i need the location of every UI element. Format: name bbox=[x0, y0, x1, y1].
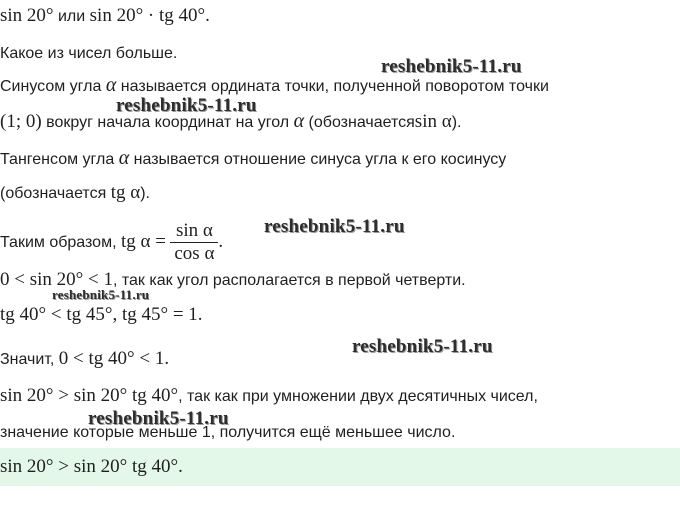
tg-definition-line1 bbox=[0, 146, 506, 172]
formula-lead: Таким образом, bbox=[0, 234, 117, 251]
watermark: reshebnik5-11.ru bbox=[52, 287, 150, 302]
compare-math: sin 20° > sin 20° tg 40° bbox=[0, 385, 179, 406]
watermark: reshebnik5-11.ru bbox=[116, 95, 257, 116]
watermark: reshebnik5-11.ru bbox=[264, 216, 405, 237]
title-line bbox=[0, 4, 210, 29]
question-text: Какое из чисел больше. bbox=[0, 45, 178, 62]
tg-formula-line bbox=[0, 218, 223, 267]
expr-sin20-tg40: sin 20° · tg 40°. bbox=[89, 5, 210, 26]
fraction-denominator: cos α bbox=[170, 242, 218, 265]
compare-line2: значение которые меньше 1, получится ещё меньшее число. bbox=[0, 424, 456, 441]
tg-alpha: tg α bbox=[110, 182, 141, 203]
tg-def-part1: Тангенсом угла bbox=[0, 151, 115, 168]
point-coords: (1; 0) bbox=[0, 111, 42, 132]
alpha-symbol: α bbox=[118, 147, 130, 169]
compare-line1 bbox=[0, 384, 538, 409]
word-ili: или bbox=[57, 8, 86, 25]
sin-def-close: ). bbox=[451, 114, 462, 131]
znachit-lead: Значит, bbox=[0, 351, 55, 368]
formula-end: . bbox=[218, 231, 224, 252]
expr-sin20: sin 20° bbox=[0, 5, 54, 26]
tg-definition-line2 bbox=[0, 181, 150, 206]
compare-text1: , так как при умножении двух десятичных чисел, bbox=[178, 388, 538, 405]
tg-def-close: ). bbox=[140, 185, 150, 202]
znachit-line bbox=[0, 347, 169, 372]
sin-alpha: sin α bbox=[414, 111, 452, 132]
watermark: reshebnik5-11.ru bbox=[88, 408, 229, 429]
ineq-sin20-math: 0 < sin 20° < 1 bbox=[0, 269, 113, 290]
watermark: reshebnik5-11.ru bbox=[352, 336, 493, 357]
tg-def-part3: (обозначается bbox=[0, 185, 107, 202]
formula-lhs: tg α = bbox=[120, 231, 166, 252]
sin-def-part3: вокруг начала координат на угол bbox=[46, 114, 290, 131]
alpha-symbol: α bbox=[105, 74, 117, 96]
fraction-numerator: sin α bbox=[175, 220, 213, 242]
ineq-tg-math: tg 40° < tg 45°, tg 45° = 1. bbox=[0, 304, 203, 325]
ineq-tg bbox=[0, 303, 203, 328]
watermark: reshebnik5-11.ru bbox=[381, 56, 522, 77]
znachit-math: 0 < tg 40° < 1. bbox=[58, 348, 170, 369]
answer-line bbox=[0, 455, 183, 480]
ineq-sin20-text: , так как угол располагается в первой четверти. bbox=[112, 272, 466, 289]
tg-def-part2: называется отношение синуса угла к его косинусу bbox=[133, 151, 507, 168]
sin-def-part2: называется ордината точки, полученной поворотом точки bbox=[120, 78, 549, 95]
formula-fraction bbox=[170, 220, 218, 265]
sin-def-part1: Синусом угла bbox=[0, 78, 102, 95]
sin-def-part4: (обозначается bbox=[308, 114, 415, 131]
answer-math: sin 20° > sin 20° tg 40°. bbox=[0, 456, 183, 477]
alpha-symbol: α bbox=[293, 110, 305, 132]
